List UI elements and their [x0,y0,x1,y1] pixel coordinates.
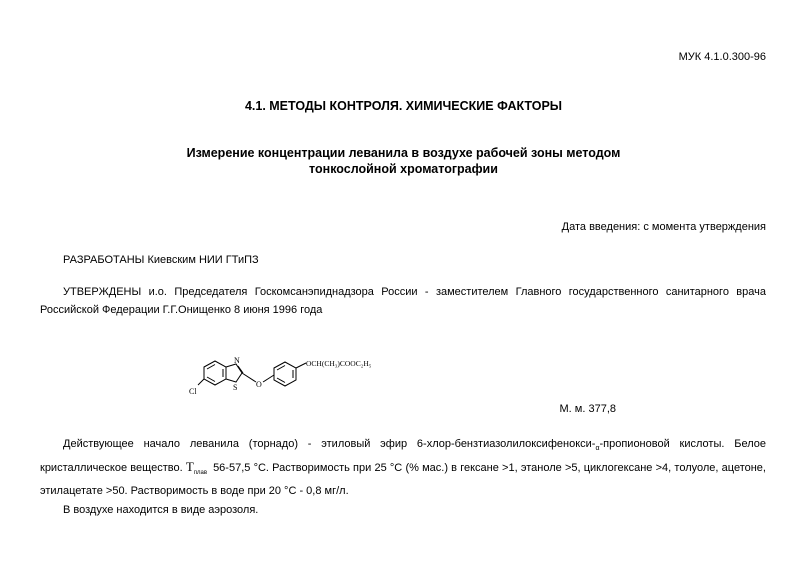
document-title [0,145,807,177]
developed-by-paragraph [40,251,766,269]
structural-formula [184,355,404,405]
document-title-line-2: тонкослойной хроматографии [309,162,498,176]
active-substance-text-2: -пропионовой кислоты. Белое кристаллическое вещество. [40,438,766,474]
side-chain-label: OCH(CH₃)COOC₂H₅ [306,359,372,368]
introduction-date: Дата введения: с момента утверждения [561,221,766,233]
approved-by-text: УТВЕРЖДЕНЫ и.о. Председателя Госкомсанэпиднадзора России - заместителем Главного государственного санитарного врача Российской Федерации Г.Г.Онищенко 8 июня 1996 года [40,286,766,316]
melting-temperature-subscript: плав [193,470,208,476]
air-state-text: В воздухе находится в виде аэрозоля. [63,504,259,516]
nitrogen-label: N [234,356,240,365]
developed-by-text: РАЗРАБОТАНЫ Киевским НИИ ГТиПЗ [63,254,259,266]
air-state-paragraph [40,501,766,519]
active-substance-text-3: 56-57,5 °С. Растворимость при 25 °С (% мас.) в гексане >1, этаноле >5, циклогексане >4, толуоле, ацетоне, этилацетате >50. Растворимость в воде при 20 °С - 0,8 мг/л. [40,462,766,497]
alpha-symbol: α [595,445,600,452]
active-substance-paragraph [40,435,766,500]
section-title: 4.1. МЕТОДЫ КОНТРОЛЯ. ХИМИЧЕСКИЕ ФАКТОРЫ [244,99,563,113]
oxygen-bridge-label: O [256,380,262,389]
active-substance-text-1: Действующее начало леванила (торнадо) - этиловый эфир 6-хлор-бензтиазолилоксифенокси- [63,438,596,450]
document-title-line-1: Измерение концентрации леванила в воздухе рабочей зоны методом [186,146,621,160]
melting-temperature-symbol: T [185,459,194,474]
chlorine-label: Cl [189,387,197,396]
thiazole-ring [226,364,242,382]
molar-mass: М. м. 377,8 [559,403,616,415]
sulfur-label: S [233,383,238,392]
approved-by-paragraph [40,283,766,319]
document-code: МУК 4.1.0.300-96 [678,51,766,63]
